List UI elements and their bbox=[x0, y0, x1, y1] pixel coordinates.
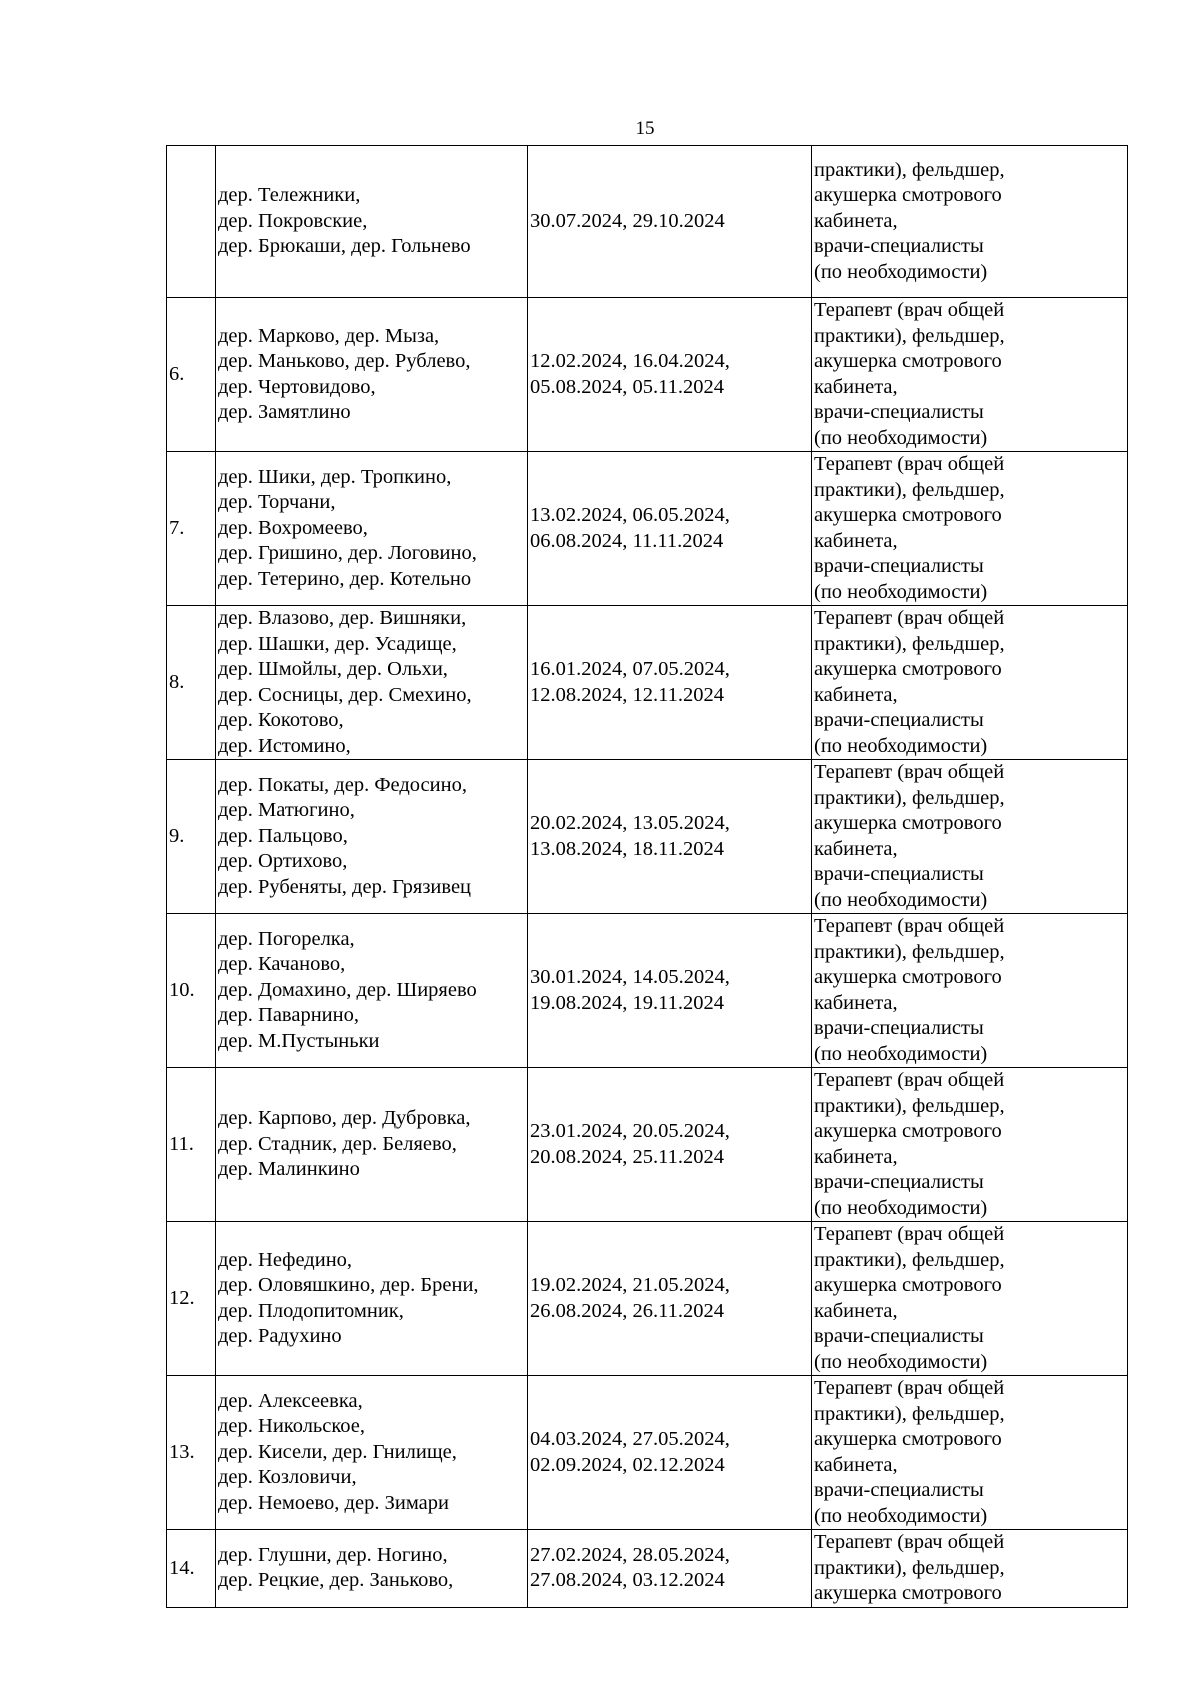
row-number: 12. bbox=[169, 1286, 195, 1309]
staff-line: акушерка смотрового bbox=[814, 1428, 1002, 1450]
staff-line: практики), фельдшер, bbox=[814, 478, 1005, 501]
dates-cell bbox=[528, 1376, 812, 1530]
staff-line: Терапевт (врач общей bbox=[814, 761, 1005, 783]
staff-line: Терапевт (врач общей bbox=[814, 299, 1005, 321]
villages-cell bbox=[216, 1222, 528, 1376]
date-line: 12.08.2024, 12.11.2024 bbox=[530, 683, 724, 706]
village-line: дер. Никольское, bbox=[218, 1415, 366, 1438]
staff-line: Терапевт (врач общей bbox=[814, 915, 1005, 937]
staff-line: кабинета, bbox=[814, 683, 898, 706]
staff-line: акушерка смотрового bbox=[814, 504, 1002, 526]
village-line: дер. Истомино, bbox=[218, 734, 351, 757]
staff-line: акушерка смотрового bbox=[814, 1582, 1002, 1604]
staff-line: акушерка смотрового bbox=[814, 350, 1002, 372]
date-line: 06.08.2024, 11.11.2024 bbox=[530, 529, 724, 552]
staff-cell bbox=[812, 452, 1128, 606]
village-line: дер. Вохромеево, bbox=[218, 516, 368, 539]
village-line: дер. Погорелка, bbox=[218, 927, 355, 950]
village-line: дер. Торчани, bbox=[218, 491, 336, 514]
row-number-cell bbox=[167, 1222, 216, 1376]
village-line: дер. М.Пустыньки bbox=[218, 1029, 380, 1052]
schedule-table bbox=[166, 145, 1128, 1608]
row-number-cell bbox=[167, 146, 216, 298]
table-row bbox=[167, 760, 1128, 914]
date-line: 13.08.2024, 18.11.2024 bbox=[530, 837, 724, 860]
village-line: дер. Алексеевка, bbox=[218, 1389, 363, 1412]
village-line: дер. Глушни, дер. Ногино, bbox=[218, 1543, 448, 1566]
staff-cell bbox=[812, 1068, 1128, 1222]
table-row bbox=[167, 1530, 1128, 1608]
row-number-cell bbox=[167, 1376, 216, 1530]
staff-line: акушерка смотрового bbox=[814, 658, 1002, 680]
row-number: 13. bbox=[169, 1440, 195, 1463]
villages-cell bbox=[216, 146, 528, 298]
staff-line: (по необходимости) bbox=[814, 1196, 988, 1219]
village-line: дер. Домахино, дер. Ширяево bbox=[218, 978, 477, 1001]
row-number-cell bbox=[167, 606, 216, 760]
schedule-body bbox=[167, 146, 1128, 1608]
village-line: дер. Чертовидово, bbox=[218, 375, 376, 398]
staff-line: кабинета, bbox=[814, 375, 898, 398]
row-number-cell bbox=[167, 914, 216, 1068]
village-line: дер. Козловичи, bbox=[218, 1466, 357, 1489]
row-number: 6. bbox=[169, 362, 185, 385]
dates-cell bbox=[528, 1222, 812, 1376]
village-line: дер. Матюгино, bbox=[218, 799, 355, 822]
staff-line: (по необходимости) bbox=[814, 426, 988, 449]
staff-line: кабинета, bbox=[814, 529, 898, 552]
staff-line: акушерка смотрового bbox=[814, 1120, 1002, 1142]
village-line: дер. Плодопитомник, bbox=[218, 1299, 404, 1322]
village-line: дер. Качаново, bbox=[218, 953, 346, 976]
village-line: дер. Паварнино, bbox=[218, 1004, 359, 1027]
village-line: дер. Пальцово, bbox=[218, 824, 348, 847]
village-line: дер. Покровские, bbox=[218, 209, 368, 232]
date-line: 27.08.2024, 03.12.2024 bbox=[530, 1569, 725, 1592]
row-number-cell bbox=[167, 298, 216, 452]
table-row bbox=[167, 1068, 1128, 1222]
village-line: дер. Замятлино bbox=[218, 401, 351, 423]
village-line: дер. Гришино, дер. Логовино, bbox=[218, 542, 477, 565]
staff-line: врачи-специалисты bbox=[814, 1479, 984, 1501]
date-line: 27.02.2024, 28.05.2024, bbox=[530, 1543, 730, 1566]
date-line: 05.08.2024, 05.11.2024 bbox=[530, 375, 724, 398]
staff-line: врачи-специалисты bbox=[814, 235, 984, 258]
row-number-cell bbox=[167, 760, 216, 914]
date-line: 02.09.2024, 02.12.2024 bbox=[530, 1453, 725, 1476]
village-line: дер. Кисели, дер. Гнилище, bbox=[218, 1440, 457, 1463]
staff-line: практики), фельдшер, bbox=[814, 158, 1005, 181]
village-line: дер. Оловяшкино, дер. Брени, bbox=[218, 1274, 479, 1296]
staff-line: (по необходимости) bbox=[814, 260, 988, 283]
staff-cell bbox=[812, 1222, 1128, 1376]
staff-line: кабинета, bbox=[814, 1453, 898, 1476]
staff-line: практики), фельдшер, bbox=[814, 940, 1005, 963]
dates-cell bbox=[528, 606, 812, 760]
staff-cell bbox=[812, 298, 1128, 452]
page-number: 15 bbox=[635, 118, 655, 139]
staff-line: Терапевт (врач общей bbox=[814, 1377, 1005, 1399]
dates-cell bbox=[528, 1530, 812, 1608]
village-line: дер. Брюкаши, дер. Гольнево bbox=[218, 235, 471, 258]
staff-line: практики), фельдшер, bbox=[814, 632, 1005, 655]
villages-cell bbox=[216, 1068, 528, 1222]
row-number: 9. bbox=[169, 824, 185, 847]
date-line: 16.01.2024, 07.05.2024, bbox=[530, 658, 730, 680]
date-line: 30.07.2024, 29.10.2024 bbox=[530, 209, 725, 232]
villages-cell bbox=[216, 1530, 528, 1608]
village-line: дер. Шашки, дер. Усадище, bbox=[218, 632, 457, 655]
village-line: дер. Марково, дер. Мыза, bbox=[218, 324, 440, 347]
village-line: дер. Карпово, дер. Дубровка, bbox=[218, 1107, 471, 1130]
date-line: 13.02.2024, 06.05.2024, bbox=[530, 504, 730, 526]
village-line: дер. Малинкино bbox=[218, 1158, 360, 1181]
staff-line: (по необходимости) bbox=[814, 888, 988, 911]
date-line: 04.03.2024, 27.05.2024, bbox=[530, 1428, 730, 1450]
staff-line: практики), фельдшер, bbox=[814, 1556, 1005, 1579]
table-row bbox=[167, 298, 1128, 452]
village-line: дер. Нефедино, bbox=[218, 1248, 353, 1271]
staff-line: врачи-специалисты bbox=[814, 863, 984, 885]
staff-line: кабинета, bbox=[814, 209, 898, 232]
dates-cell bbox=[528, 298, 812, 452]
date-line: 30.01.2024, 14.05.2024, bbox=[530, 966, 730, 988]
row-number-cell bbox=[167, 1068, 216, 1222]
staff-line: Терапевт (врач общей bbox=[814, 1069, 1005, 1091]
row-number: 8. bbox=[169, 670, 185, 693]
village-line: дер. Покаты, дер. Федосино, bbox=[218, 773, 467, 796]
staff-cell bbox=[812, 914, 1128, 1068]
staff-line: Терапевт (врач общей bbox=[814, 1531, 1005, 1553]
village-line: дер. Радухино bbox=[218, 1325, 342, 1347]
staff-line: практики), фельдшер, bbox=[814, 786, 1005, 809]
villages-cell bbox=[216, 914, 528, 1068]
village-line: дер. Рецкие, дер. Заньково, bbox=[218, 1569, 454, 1592]
date-line: 19.02.2024, 21.05.2024, bbox=[530, 1274, 730, 1296]
dates-cell bbox=[528, 146, 812, 298]
staff-line: акушерка смотрового bbox=[814, 812, 1002, 834]
row-number-cell bbox=[167, 1530, 216, 1608]
staff-line: врачи-специалисты bbox=[814, 1017, 984, 1039]
staff-line: (по необходимости) bbox=[814, 734, 988, 757]
staff-cell bbox=[812, 606, 1128, 760]
date-line: 20.08.2024, 25.11.2024 bbox=[530, 1145, 724, 1168]
row-number: 7. bbox=[169, 516, 185, 539]
villages-cell bbox=[216, 1376, 528, 1530]
table-row bbox=[167, 606, 1128, 760]
date-line: 26.08.2024, 26.11.2024 bbox=[530, 1299, 724, 1322]
table-row bbox=[167, 914, 1128, 1068]
staff-line: кабинета, bbox=[814, 991, 898, 1014]
villages-cell bbox=[216, 606, 528, 760]
staff-line: (по необходимости) bbox=[814, 1042, 988, 1065]
row-number: 14. bbox=[169, 1556, 195, 1579]
staff-cell bbox=[812, 1530, 1128, 1608]
dates-cell bbox=[528, 914, 812, 1068]
staff-line: (по необходимости) bbox=[814, 580, 988, 603]
row-number: 11. bbox=[169, 1132, 194, 1155]
staff-line: Терапевт (врач общей bbox=[814, 453, 1005, 475]
staff-line: практики), фельдшер, bbox=[814, 1248, 1005, 1271]
date-line: 19.08.2024, 19.11.2024 bbox=[530, 991, 724, 1014]
staff-line: кабинета, bbox=[814, 1299, 898, 1322]
village-line: дер. Тележники, bbox=[218, 184, 361, 207]
table-row bbox=[167, 452, 1128, 606]
staff-line: врачи-специалисты bbox=[814, 1171, 984, 1193]
staff-line: врачи-специалисты bbox=[814, 555, 984, 577]
staff-line: Терапевт (врач общей bbox=[814, 607, 1005, 629]
village-line: дер. Стадник, дер. Беляево, bbox=[218, 1132, 457, 1155]
staff-line: врачи-специалисты bbox=[814, 401, 984, 423]
staff-line: врачи-специалисты bbox=[814, 1325, 984, 1347]
village-line: дер. Тетерино, дер. Котельно bbox=[218, 567, 472, 590]
date-line: 12.02.2024, 16.04.2024, bbox=[530, 350, 730, 372]
staff-cell bbox=[812, 760, 1128, 914]
staff-cell bbox=[812, 1376, 1128, 1530]
staff-line: врачи-специалисты bbox=[814, 709, 984, 731]
villages-cell bbox=[216, 452, 528, 606]
staff-line: кабинета, bbox=[814, 837, 898, 860]
date-line: 23.01.2024, 20.05.2024, bbox=[530, 1120, 730, 1142]
staff-line: практики), фельдшер, bbox=[814, 324, 1005, 347]
villages-cell bbox=[216, 298, 528, 452]
village-line: дер. Немоево, дер. Зимари bbox=[218, 1491, 449, 1514]
dates-cell bbox=[528, 760, 812, 914]
table-row bbox=[167, 146, 1128, 298]
villages-cell bbox=[216, 760, 528, 914]
village-line: дер. Влазово, дер. Вишняки, bbox=[218, 607, 467, 629]
dates-cell bbox=[528, 1068, 812, 1222]
row-number: 10. bbox=[169, 978, 195, 1001]
date-line: 20.02.2024, 13.05.2024, bbox=[530, 812, 730, 834]
staff-line: практики), фельдшер, bbox=[814, 1402, 1005, 1425]
staff-line: акушерка смотрового bbox=[814, 966, 1002, 988]
table-row bbox=[167, 1222, 1128, 1376]
village-line: дер. Маньково, дер. Рублево, bbox=[218, 350, 471, 372]
village-line: дер. Шмойлы, дер. Ольхи, bbox=[218, 658, 448, 680]
village-line: дер. Сосницы, дер. Смехино, bbox=[218, 683, 472, 706]
village-line: дер. Шики, дер. Тропкино, bbox=[218, 465, 452, 488]
staff-line: кабинета, bbox=[814, 1145, 898, 1168]
staff-line: Терапевт (врач общей bbox=[814, 1223, 1005, 1245]
staff-line: (по необходимости) bbox=[814, 1350, 988, 1373]
village-line: дер. Кокотово, bbox=[218, 709, 344, 731]
staff-cell bbox=[812, 146, 1128, 298]
village-line: дер. Рубеняты, дер. Грязивец bbox=[218, 875, 472, 898]
table-row bbox=[167, 1376, 1128, 1530]
staff-line: акушерка смотрового bbox=[814, 1274, 1002, 1296]
village-line: дер. Ортихово, bbox=[218, 850, 348, 873]
dates-cell bbox=[528, 452, 812, 606]
staff-line: акушерка смотрового bbox=[814, 184, 1002, 207]
staff-line: практики), фельдшер, bbox=[814, 1094, 1005, 1117]
row-number-cell bbox=[167, 452, 216, 606]
staff-line: (по необходимости) bbox=[814, 1504, 988, 1527]
